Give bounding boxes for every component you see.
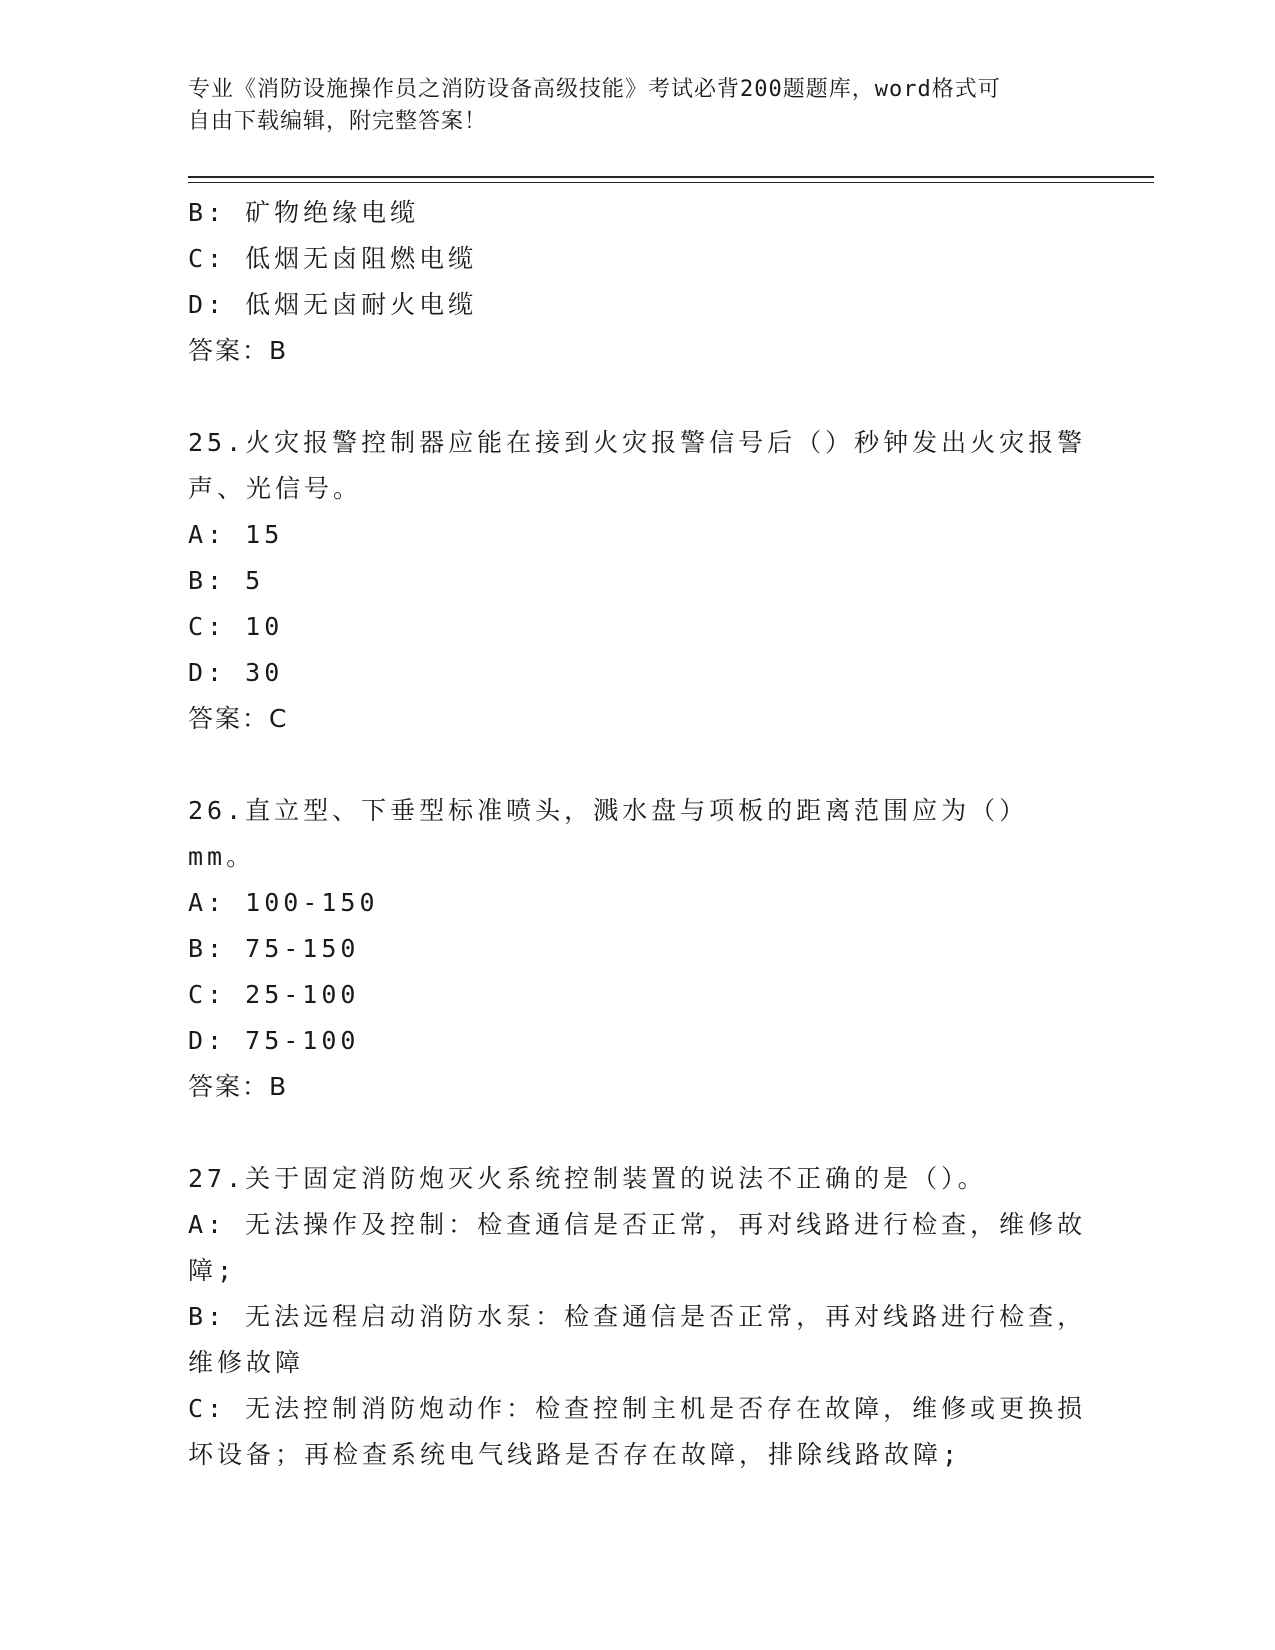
- option-d: D: 75-100: [188, 1026, 360, 1055]
- question-26: [188, 788, 1088, 1110]
- option-c: C: 10: [188, 612, 284, 641]
- option-c: C: 25-100: [188, 980, 360, 1009]
- option-a-line-1: A: 无法操作及控制：检查通信是否正常，再对线路进行检查，维修故: [188, 1210, 1087, 1239]
- spacer: [188, 1110, 1088, 1156]
- option-c: C: 低烟无卤阻燃电缆: [188, 244, 478, 273]
- spacer: [188, 374, 1088, 420]
- question-27: [188, 1156, 1088, 1478]
- question-list: [188, 190, 1088, 1478]
- option-c-line-1: C: 无法控制消防炮动作：检查控制主机是否存在故障，维修或更换损: [188, 1394, 1087, 1423]
- question-stem-line-2: 声、光信号。: [188, 474, 363, 503]
- option-b: B: 5: [188, 566, 265, 595]
- option-b: B: 矿物绝缘电缆: [188, 198, 420, 227]
- question-stem: 26.直立型、下垂型标准喷头，溅水盘与项板的距离范围应为（）mm。: [188, 796, 1029, 871]
- answer: 答案：C: [188, 704, 289, 733]
- option-d: D: 30: [188, 658, 284, 687]
- question-stem: 27.关于固定消防炮灭火系统控制装置的说法不正确的是（）。: [188, 1164, 987, 1193]
- option-b: B: 75-150: [188, 934, 360, 963]
- answer: 答案：B: [188, 1072, 289, 1101]
- option-a: A: 15: [188, 520, 284, 549]
- header-divider-thick: [188, 176, 1154, 178]
- option-b-line-2: 维修故障: [188, 1348, 305, 1377]
- document-header: [188, 74, 1068, 138]
- header-divider-thin: [188, 182, 1154, 183]
- header-line-1: 专业《消防设施操作员之消防设备高级技能》考试必背200题题库，word格式可: [188, 77, 1001, 102]
- option-a-line-2: 障;: [188, 1256, 237, 1285]
- option-b-line-1: B: 无法远程启动消防水泵：检查通信是否正常，再对线路进行检查，: [188, 1302, 1087, 1331]
- question-stem-line-1: 25.火灾报警控制器应能在接到火灾报警信号后（）秒钟发出火灾报警: [188, 428, 1087, 457]
- answer: 答案：B: [188, 336, 289, 365]
- spacer: [188, 742, 1088, 788]
- option-c-line-2: 坏设备；再检查系统电气线路是否存在故障，排除线路故障;: [188, 1440, 962, 1469]
- option-d: D: 低烟无卤耐火电缆: [188, 290, 478, 319]
- question-25: [188, 420, 1088, 742]
- question-24: [188, 190, 1088, 374]
- option-a: A: 100-150: [188, 888, 379, 917]
- header-line-2: 自由下载编辑，附完整答案！: [188, 109, 488, 134]
